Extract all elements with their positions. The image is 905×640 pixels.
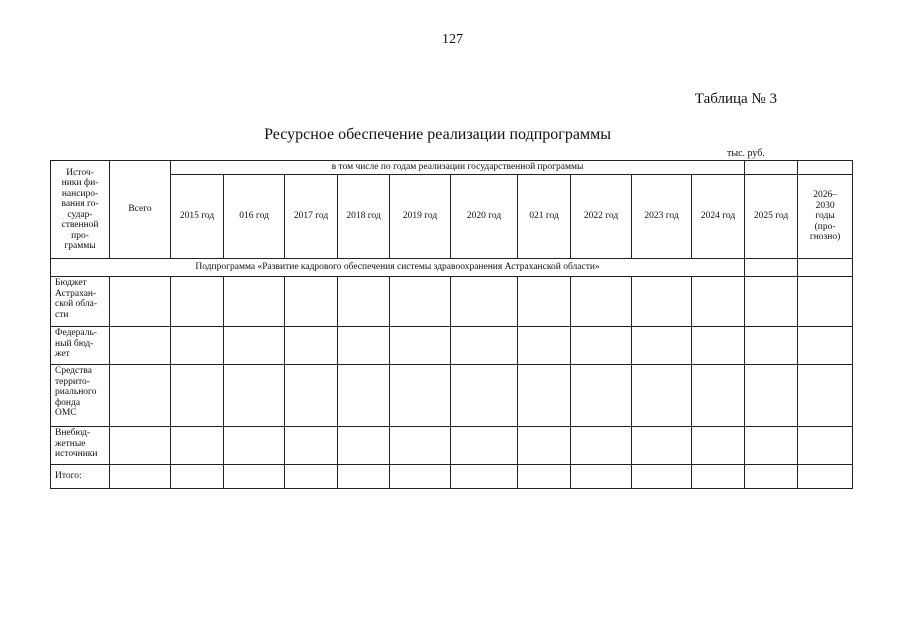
- year-header: 2017 год: [285, 175, 338, 259]
- table-cell: [110, 277, 171, 327]
- header-years-group: в том числе по годам реализации государственной программы: [171, 161, 745, 175]
- table-cell: [224, 365, 285, 427]
- table-cell: [451, 365, 518, 427]
- table-cell: [798, 465, 853, 489]
- table-cell: [390, 277, 451, 327]
- year-header: 2025 год: [745, 175, 798, 259]
- table-cell: [285, 327, 338, 365]
- table-cell: [171, 277, 224, 327]
- table-cell: [390, 427, 451, 465]
- table-cell: [518, 365, 571, 427]
- header-source: [51, 161, 110, 259]
- year-header: 2022 год: [571, 175, 632, 259]
- table-cell: [745, 465, 798, 489]
- table-cell: [110, 365, 171, 427]
- row-label-text: Федераль- ный бюд- жет: [55, 328, 97, 359]
- table-cell: [338, 365, 390, 427]
- header-total-text: Всего: [128, 204, 152, 215]
- table-cell: [224, 427, 285, 465]
- table-cell: [224, 465, 285, 489]
- unit-label: тыс. руб.: [727, 148, 765, 159]
- row-label-text: Бюджет Астрахан- ской обла- сти: [55, 278, 98, 320]
- row-label-extrabudgetary: [51, 427, 110, 465]
- table-cell: [285, 465, 338, 489]
- table-cell: [692, 465, 745, 489]
- year-header: 2015 год: [171, 175, 224, 259]
- year-header: 2024 год: [692, 175, 745, 259]
- row-label-oms-fund: [51, 365, 110, 427]
- table-cell: [338, 277, 390, 327]
- table-cell: [745, 365, 798, 427]
- header-total: [110, 161, 171, 259]
- table-cell: [571, 277, 632, 327]
- table-cell: [798, 365, 853, 427]
- table-cell: [745, 327, 798, 365]
- year-header: 2023 год: [632, 175, 692, 259]
- table-cell: [518, 427, 571, 465]
- header-empty-cell: [745, 161, 798, 175]
- table-cell: [798, 427, 853, 465]
- table-cell: [571, 427, 632, 465]
- table-cell: [632, 327, 692, 365]
- year-header: 021 год: [518, 175, 571, 259]
- table-cell: [798, 277, 853, 327]
- table-cell: [390, 327, 451, 365]
- table-cell: [338, 327, 390, 365]
- table-cell: [171, 327, 224, 365]
- header-source-text: Источ- ники фи- нансиро- вания го- судар- ственной про- граммы: [61, 167, 99, 251]
- table-cell: [451, 465, 518, 489]
- resource-table: [50, 160, 853, 489]
- table-cell: [224, 277, 285, 327]
- table-cell: [171, 365, 224, 427]
- row-label-total: [51, 465, 110, 489]
- table-cell: [110, 427, 171, 465]
- table-cell: [224, 327, 285, 365]
- table-cell: [171, 427, 224, 465]
- row-label-text: Итого:: [55, 471, 82, 482]
- year-header-forecast: [798, 175, 853, 259]
- row-label-text: Внебюд- жетные источники: [55, 428, 98, 459]
- table-cell: [632, 365, 692, 427]
- table-cell: [451, 327, 518, 365]
- table-cell: [632, 277, 692, 327]
- subprogram-empty-cell: [798, 259, 853, 277]
- table-cell: [518, 465, 571, 489]
- table-cell: [390, 465, 451, 489]
- row-label-text: Средства террито- риального фонда ОМС: [55, 366, 97, 418]
- table-cell: [285, 277, 338, 327]
- table-cell: [171, 465, 224, 489]
- table-cell: [285, 365, 338, 427]
- year-header: 2018 год: [338, 175, 390, 259]
- table-cell: [451, 277, 518, 327]
- year-header: 016 год: [224, 175, 285, 259]
- subprogram-empty-cell: [745, 259, 798, 277]
- row-label-regional-budget: [51, 277, 110, 327]
- table-cell: [692, 427, 745, 465]
- table-cell: [571, 327, 632, 365]
- table-cell: [518, 277, 571, 327]
- table-cell: [110, 327, 171, 365]
- table-cell: [338, 427, 390, 465]
- table-cell: [632, 465, 692, 489]
- table-label: Таблица № 3: [694, 91, 777, 107]
- year-header-forecast-text: 2026– 2030 годы (про- гнозно): [809, 190, 841, 243]
- row-label-federal-budget: [51, 327, 110, 365]
- table-cell: [692, 277, 745, 327]
- table-cell: [571, 465, 632, 489]
- table-cell: [285, 427, 338, 465]
- table-cell: [338, 465, 390, 489]
- page-number: 127: [442, 32, 463, 47]
- table-cell: [745, 427, 798, 465]
- table-cell: [745, 277, 798, 327]
- table-cell: [692, 365, 745, 427]
- year-header: 2020 год: [451, 175, 518, 259]
- table-cell: [518, 327, 571, 365]
- subprogram-row: Подпрограмма «Развитие кадрового обеспечения системы здравоохранения Астраханской области»: [51, 259, 745, 277]
- table-cell: [798, 327, 853, 365]
- table-cell: [692, 327, 745, 365]
- table-cell: [571, 365, 632, 427]
- table-cell: [632, 427, 692, 465]
- table-cell: [451, 427, 518, 465]
- table-cell: [390, 365, 451, 427]
- year-header: 2019 год: [390, 175, 451, 259]
- document-title: Ресурсное обеспечение реализации подпрограммы: [264, 126, 611, 143]
- table-cell: [110, 465, 171, 489]
- header-empty-cell: [798, 161, 853, 175]
